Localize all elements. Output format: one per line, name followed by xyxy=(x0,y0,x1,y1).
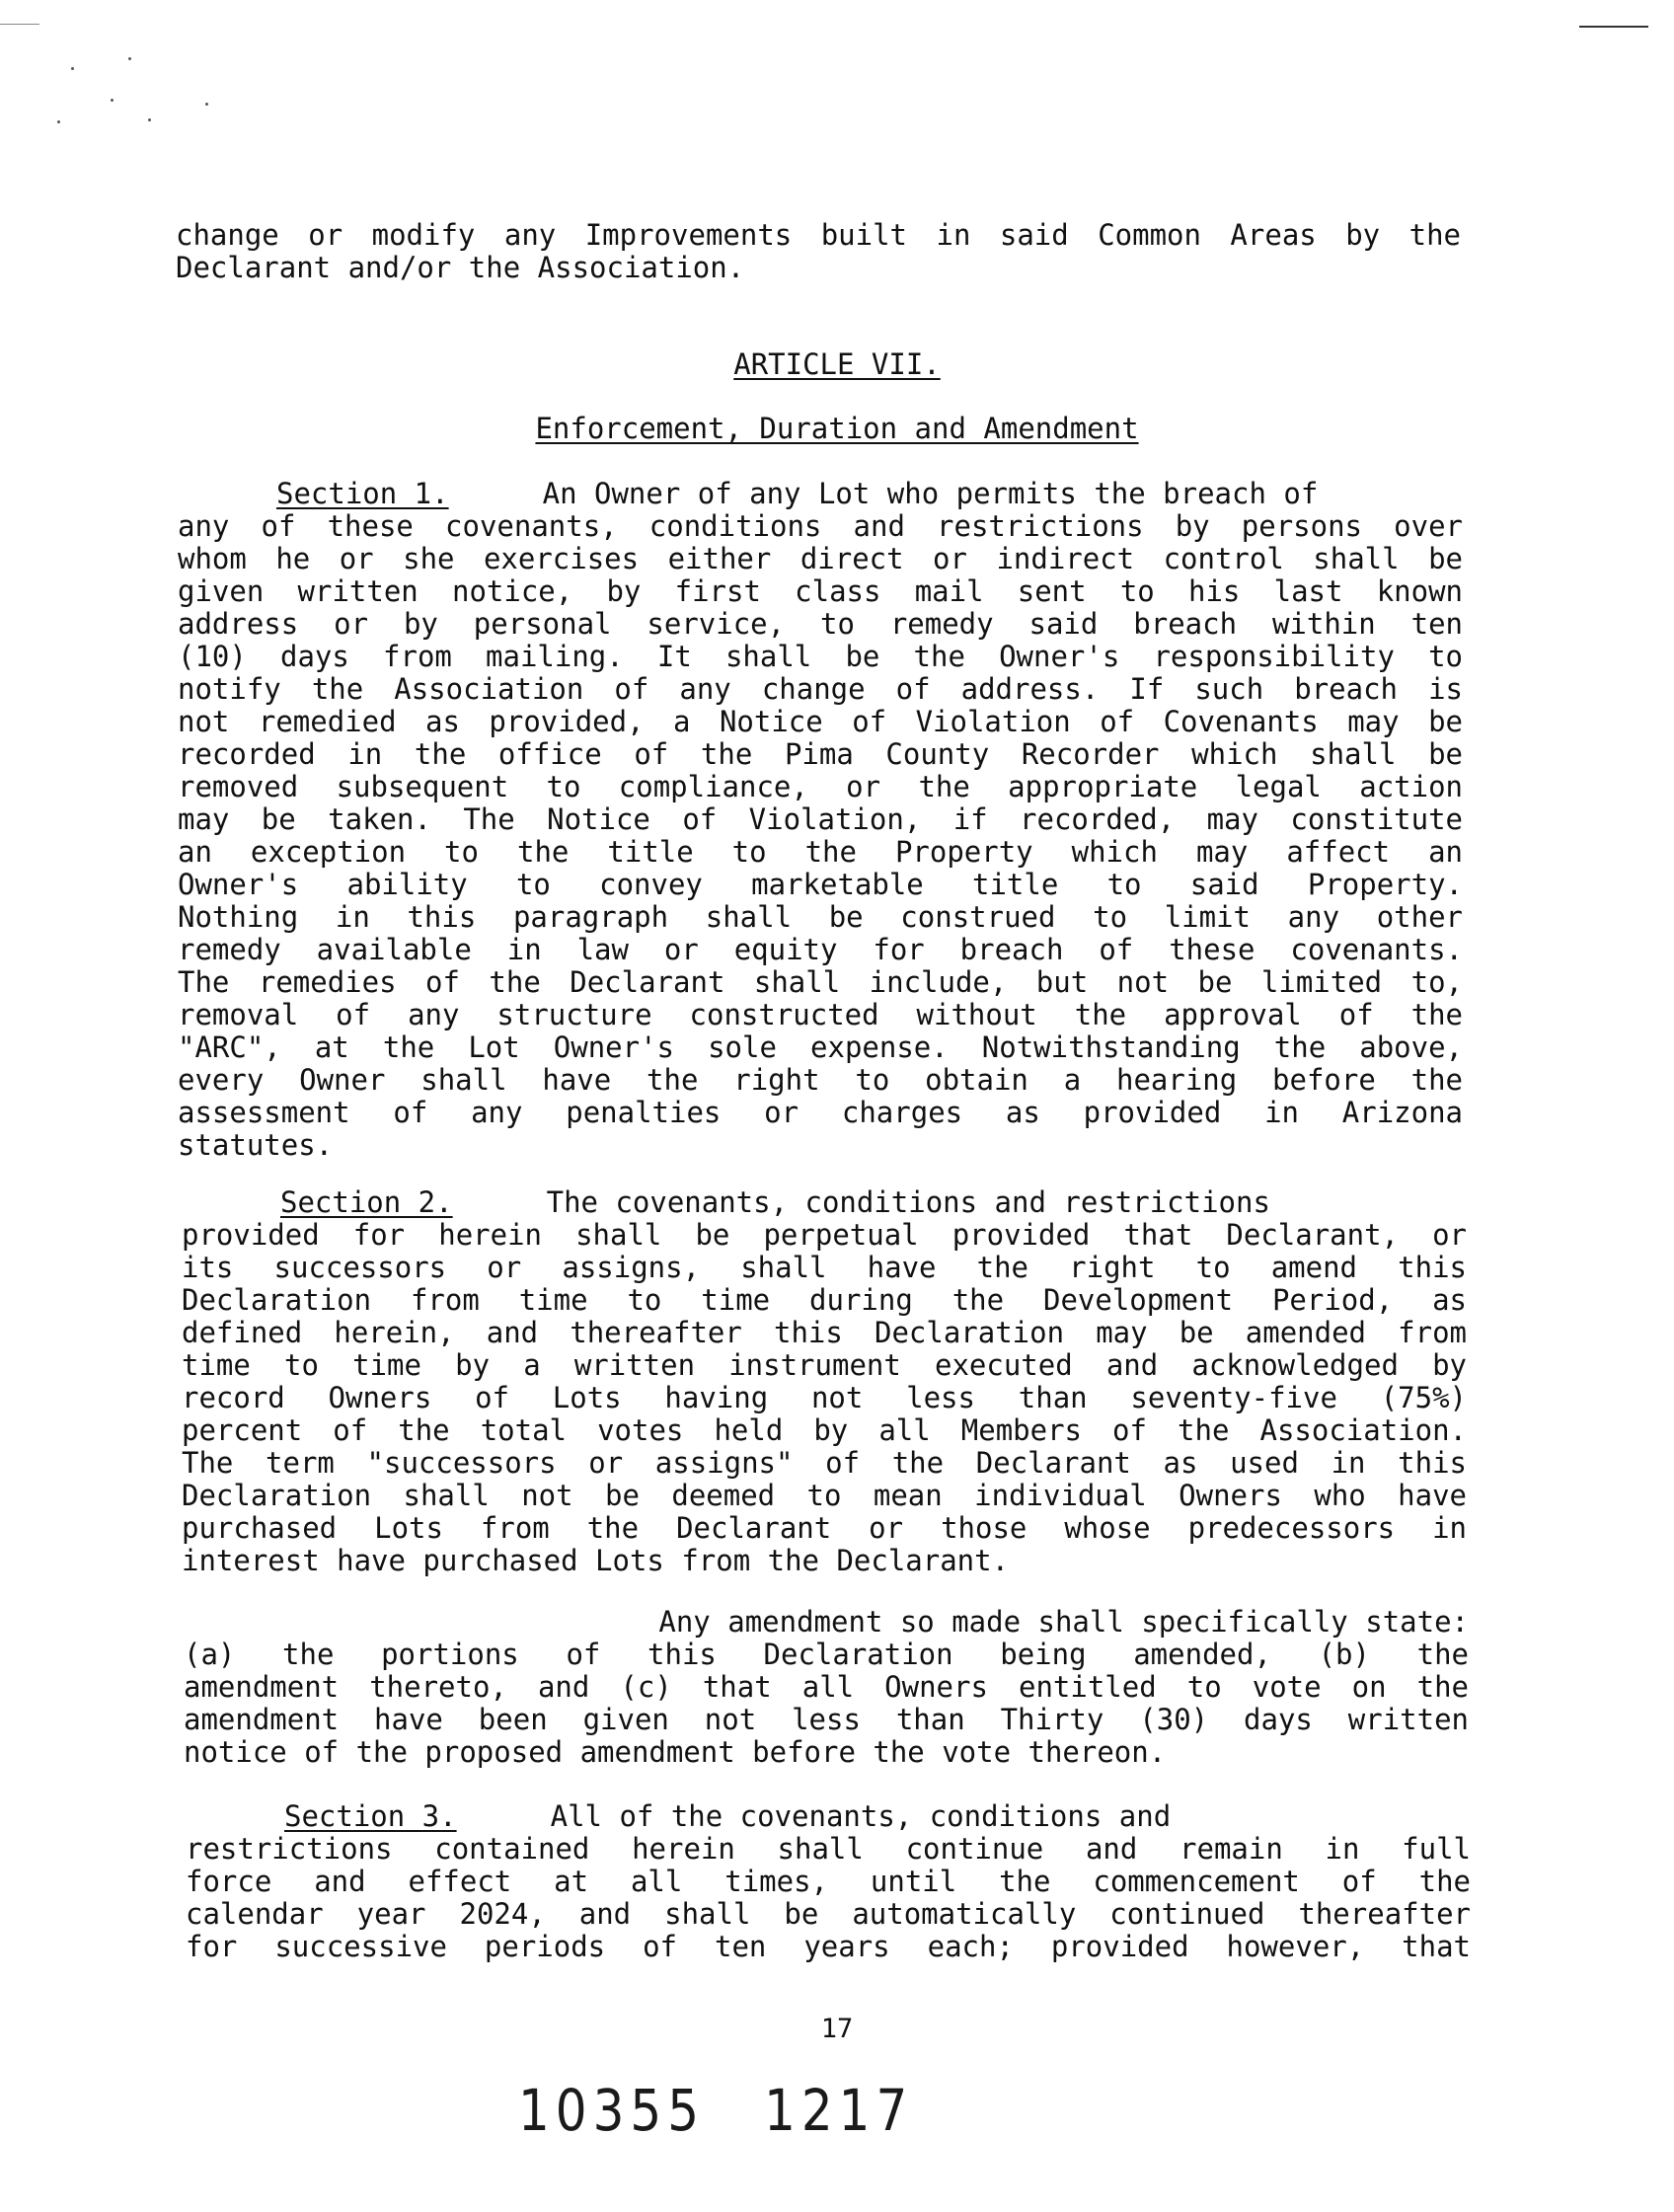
text-line: calendar year 2024, and shall be automatically continued thereafter xyxy=(186,1897,1471,1931)
text-line: restrictions contained herein shall continue and remain in full xyxy=(186,1832,1471,1866)
text-line: given written notice, by first class mail sent to his last known xyxy=(178,574,1463,608)
text-line: amendment thereto, and (c) that all Owners entitled to vote on the xyxy=(184,1670,1469,1704)
text-line: (10) days from mailing. It shall be the Owner's responsibility to xyxy=(178,640,1463,673)
section-1-first-line: An Owner of any Lot who permits the breach of xyxy=(542,477,1319,510)
text-line: Nothing in this paragraph shall be construed to limit any other xyxy=(178,900,1463,934)
page-number: 17 xyxy=(820,2014,854,2044)
text-line: percent of the total votes held by all Members of the Association. xyxy=(182,1413,1467,1447)
scan-mark-left xyxy=(0,24,39,25)
recording-page-number: 1217 xyxy=(764,2078,914,2144)
article-title: Enforcement, Duration and Amendment xyxy=(535,412,1139,445)
text-line: (a) the portions of this Declaration being amended, (b) the xyxy=(184,1638,1469,1671)
section-3-first-line: All of the covenants, conditions and xyxy=(550,1799,1172,1833)
text-line: its successors or assigns, shall have the right to amend this xyxy=(182,1251,1467,1284)
text-line xyxy=(184,1606,1469,1639)
text-line: every Owner shall have the right to obtain a hearing before the xyxy=(178,1063,1463,1097)
text-line xyxy=(186,1800,1471,1833)
intro-paragraph xyxy=(176,219,1461,284)
text-line: change or modify any Improvements built in said Common Areas by the xyxy=(176,218,1461,252)
text-line: Declaration shall not be deemed to mean individual Owners who have xyxy=(182,1479,1467,1512)
section-3-heading: Section 3. xyxy=(284,1799,457,1833)
recording-book-number: 10355 xyxy=(518,2078,706,2144)
scan-speck xyxy=(71,67,74,70)
text-line: force and effect at all times, until the commencement of the xyxy=(186,1865,1471,1898)
text-line: interest have purchased Lots from the Declarant. xyxy=(182,1544,1010,1577)
text-line: may be taken. The Notice of Violation, if recorded, may constitute xyxy=(178,802,1463,836)
text-line: Owner's ability to convey marketable title to said Property. xyxy=(178,868,1463,901)
section-1-paragraph xyxy=(178,478,1463,1162)
text-line: record Owners of Lots having not less than seventy-five (75%) xyxy=(182,1381,1467,1414)
text-line: Declaration from time to time during the Development Period, as xyxy=(182,1283,1467,1317)
scan-speck xyxy=(111,99,114,102)
amendment-paragraph xyxy=(184,1606,1469,1769)
text-line: for successive periods of ten years each; provided however, that xyxy=(186,1930,1471,1963)
text-line xyxy=(182,1186,1467,1219)
text-line: removal of any structure constructed without the approval of the xyxy=(178,998,1463,1031)
scan-mark-right xyxy=(1579,26,1648,28)
scan-speck xyxy=(128,57,131,60)
section-3-paragraph xyxy=(186,1800,1471,1963)
text-line: not remedied as provided, a Notice of Violation of Covenants may be xyxy=(178,705,1463,738)
text-line: any of these covenants, conditions and restrictions by persons over xyxy=(178,509,1463,543)
text-line: Declarant and/or the Association. xyxy=(176,251,745,284)
text-line: defined herein, and thereafter this Declaration may be amended from xyxy=(182,1316,1467,1349)
text-line: The remedies of the Declarant shall include, but not be limited to, xyxy=(178,965,1463,999)
text-line: assessment of any penalties or charges as provided in Arizona xyxy=(178,1096,1463,1129)
text-line xyxy=(178,478,1463,510)
text-line: "ARC", at the Lot Owner's sole expense. Notwithstanding the above, xyxy=(178,1030,1463,1064)
text-line: removed subsequent to compliance, or the appropriate legal action xyxy=(178,770,1463,803)
article-heading: ARTICLE VII. xyxy=(733,347,941,381)
text-line: remedy available in law or equity for breach of these covenants. xyxy=(178,933,1463,966)
text-line: address or by personal service, to remedy said breach within ten xyxy=(178,607,1463,641)
text-line: notify the Association of any change of address. If such breach is xyxy=(178,672,1463,706)
amendment-first-line: Any amendment so made shall specifically state: xyxy=(658,1605,1469,1639)
recording-stamp xyxy=(518,2078,913,2144)
section-2-first-line: The covenants, conditions and restrictions xyxy=(546,1185,1270,1219)
text-line: whom he or she exercises either direct or indirect control shall be xyxy=(178,542,1463,575)
text-line: time to time by a written instrument executed and acknowledged by xyxy=(182,1348,1467,1382)
scan-speck xyxy=(148,118,151,121)
scan-speck xyxy=(57,120,60,123)
text-line: an exception to the title to the Property which may affect an xyxy=(178,835,1463,869)
text-line: amendment have been given not less than Thirty (30) days written xyxy=(184,1703,1469,1736)
text-line: notice of the proposed amendment before the vote thereon. xyxy=(184,1735,1167,1769)
text-line: purchased Lots from the Declarant or those whose predecessors in xyxy=(182,1511,1467,1545)
text-line: statutes. xyxy=(178,1128,334,1162)
section-2-heading: Section 2. xyxy=(280,1185,453,1219)
text-line: The term "successors or assigns" of the Declarant as used in this xyxy=(182,1446,1467,1480)
section-1-heading: Section 1. xyxy=(276,477,449,510)
text-line: recorded in the office of the Pima County Recorder which shall be xyxy=(178,737,1463,771)
section-2-paragraph xyxy=(182,1186,1467,1577)
scan-speck xyxy=(205,103,208,106)
text-line: provided for herein shall be perpetual provided that Declarant, or xyxy=(182,1218,1467,1252)
